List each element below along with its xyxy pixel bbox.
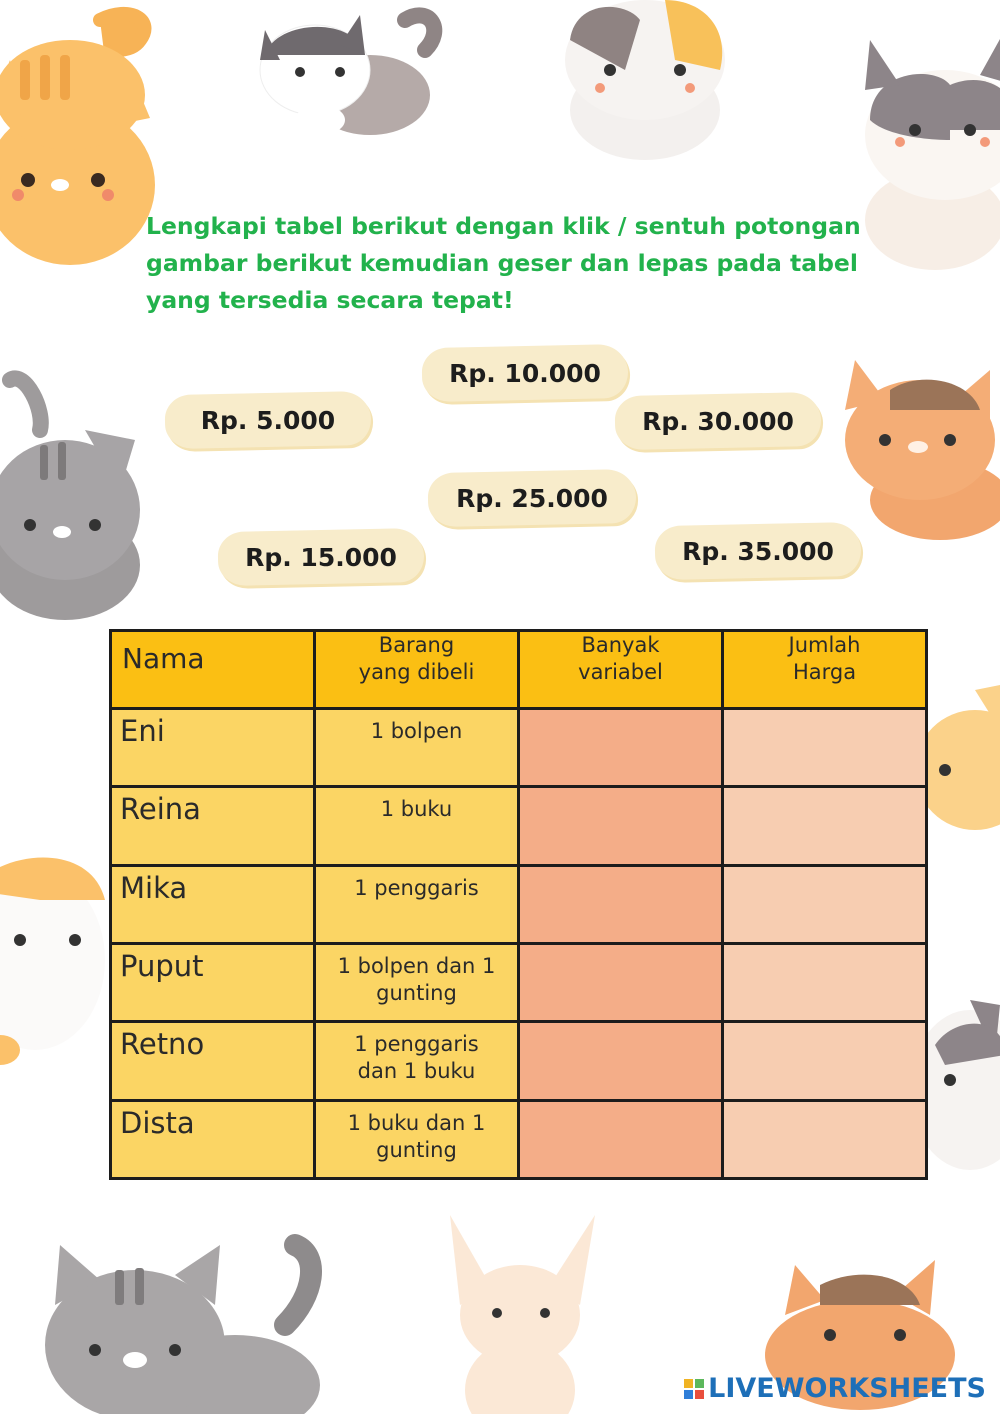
price-chip[interactable] — [655, 524, 861, 578]
table-header-row — [111, 631, 927, 709]
cat-illustration — [0, 370, 150, 620]
table-row — [111, 1022, 927, 1100]
header-jumlah: Jumlah Harga — [723, 631, 927, 709]
cell-nama: Eni — [111, 709, 315, 787]
price-chip[interactable] — [615, 394, 821, 448]
drop-zone-banyak[interactable] — [519, 1022, 723, 1100]
drop-zone-banyak[interactable] — [519, 943, 723, 1021]
price-chip[interactable] — [218, 530, 424, 584]
price-chip-label: Rp. 30.000 — [642, 406, 794, 436]
table-row — [111, 709, 927, 787]
instruction-text: Lengkapi tabel berikut dengan klik / sentuh potongan gambar berikut kemudian geser dan lepas pada tabel yang tersedia secara tepat! — [146, 212, 861, 314]
worksheet-table — [109, 629, 928, 1180]
drop-zone-banyak[interactable] — [519, 787, 723, 865]
table-row — [111, 943, 927, 1021]
drop-zone-jumlah[interactable] — [723, 1022, 927, 1100]
price-chip-label: Rp. 35.000 — [682, 536, 834, 566]
cell-nama: Mika — [111, 865, 315, 943]
cat-illustration — [245, 0, 445, 160]
price-chip-label: Rp. 10.000 — [449, 358, 601, 388]
drop-zone-jumlah[interactable] — [723, 709, 927, 787]
header-barang: Barang yang dibeli — [315, 631, 519, 709]
drop-zone-jumlah[interactable] — [723, 865, 927, 943]
drop-zone-banyak[interactable] — [519, 1100, 723, 1178]
table-row — [111, 1100, 927, 1178]
cat-illustration — [0, 0, 170, 270]
cat-illustration — [445, 1215, 595, 1414]
table-row — [111, 787, 927, 865]
price-chip[interactable] — [428, 471, 636, 525]
cell-nama: Puput — [111, 943, 315, 1021]
cell-nama: Reina — [111, 787, 315, 865]
cat-illustration — [840, 355, 1000, 545]
cell-barang: 1 buku dan 1 gunting — [315, 1100, 519, 1178]
drop-zone-jumlah[interactable] — [723, 1100, 927, 1178]
table-row — [111, 865, 927, 943]
price-chip-label: Rp. 5.000 — [200, 405, 336, 435]
cell-barang: 1 bolpen — [315, 709, 519, 787]
liveworksheets-brand[interactable] — [684, 1373, 986, 1404]
cat-illustration — [555, 0, 735, 165]
cell-barang: 1 bolpen dan 1 gunting — [315, 943, 519, 1021]
cell-barang: 1 buku — [315, 787, 519, 865]
liveworksheets-logo-icon — [684, 1379, 704, 1399]
brand-name: LIVEWORKSHEETS — [708, 1373, 986, 1404]
header-nama: Nama — [111, 631, 315, 709]
cell-barang: 1 penggaris dan 1 buku — [315, 1022, 519, 1100]
cell-nama: Retno — [111, 1022, 315, 1100]
cell-nama: Dista — [111, 1100, 315, 1178]
drop-zone-jumlah[interactable] — [723, 943, 927, 1021]
drop-zone-banyak[interactable] — [519, 865, 723, 943]
price-chip[interactable] — [165, 393, 371, 447]
cat-illustration — [855, 30, 1000, 265]
price-chip[interactable] — [422, 346, 628, 400]
price-chip-label: Rp. 15.000 — [245, 542, 397, 572]
cat-illustration — [0, 840, 110, 1090]
drop-zone-jumlah[interactable] — [723, 787, 927, 865]
price-chip-label: Rp. 25.000 — [456, 483, 608, 513]
cell-barang: 1 penggaris — [315, 865, 519, 943]
header-banyak: Banyak variabel — [519, 631, 723, 709]
cat-illustration — [45, 1235, 325, 1414]
drop-zone-banyak[interactable] — [519, 709, 723, 787]
